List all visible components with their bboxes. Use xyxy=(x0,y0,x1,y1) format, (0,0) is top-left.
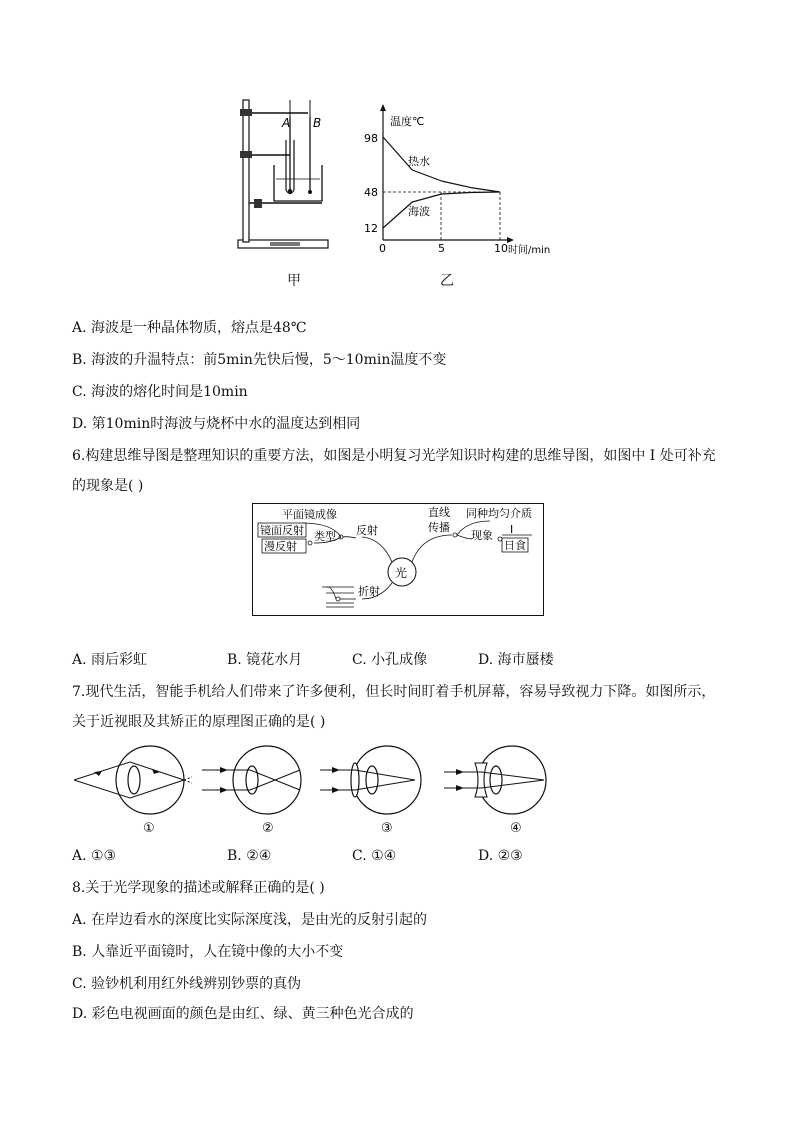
q7-option-c: C. ①④ xyxy=(352,848,397,864)
map-diffuse: 漫反射 xyxy=(264,540,297,553)
x-tick-5: 5 xyxy=(438,242,445,255)
eye-label-2: ② xyxy=(262,821,274,836)
map-specular: 镜面反射 xyxy=(260,524,304,537)
eye-diagram-2 xyxy=(202,746,301,814)
series-line-hypo xyxy=(383,192,500,228)
q6-stem-line2: 的现象是( ) xyxy=(72,478,144,494)
q8-stem: 8.关于光学现象的描述或解释正确的是( ) xyxy=(72,880,325,896)
eye-diagram-1 xyxy=(74,746,192,814)
q6-option-b: B. 镜花水月 xyxy=(227,652,303,668)
q6-option-a: A. 雨后彩虹 xyxy=(72,652,148,668)
q5-option-b: B. 海波的升温特点：前5min先快后慢，5～10min温度不变 xyxy=(72,352,447,368)
q5-option-d: D. 第10min时海波与烧杯中水的温度达到相同 xyxy=(72,416,361,432)
curve-label-hot: 热水 xyxy=(408,155,430,168)
y-tick-12: 12 xyxy=(364,222,378,235)
q8-option-d: D. 彩色电视画面的颜色是由红、绿、黄三种色光合成的 xyxy=(72,1006,414,1022)
map-refraction: 折射 xyxy=(358,585,380,598)
map-propagation: 传播 xyxy=(428,521,450,534)
q7-option-d: D. ②③ xyxy=(478,848,523,864)
map-center: 光 xyxy=(395,566,408,580)
label-a: A xyxy=(282,116,291,130)
caption-left: 甲 xyxy=(287,273,301,289)
q6-option-d: D. 海市蜃楼 xyxy=(478,652,554,668)
map-straight: 直线 xyxy=(428,506,450,519)
apparatus-figure xyxy=(230,95,340,255)
map-reflection: 反射 xyxy=(356,524,378,537)
eye-label-4: ④ xyxy=(510,821,522,836)
caption-right: 乙 xyxy=(440,273,454,289)
q7-stem-line2: 关于近视眼及其矫正的原理图正确的是( ) xyxy=(72,714,326,730)
graph-xlabel: 时间/min xyxy=(508,245,551,256)
map-phenomenon: 现象 xyxy=(471,529,493,542)
q7-option-b: B. ②④ xyxy=(227,848,272,864)
q7-stem-line1: 7.现代生活，智能手机给人们带来了许多便利，但长时间盯着手机屏幕，容易导致视力下降。如图所示， xyxy=(72,684,716,700)
map-type: 类型 xyxy=(314,530,336,543)
q8-option-b: B. 人靠近平面镜时，人在镜中像的大小不变 xyxy=(72,944,344,960)
y-tick-98: 98 xyxy=(364,132,378,145)
map-plane-mirror: 平面镜成像 xyxy=(282,508,337,521)
q5-option-a: A. 海波是一种晶体物质，熔点是48℃ xyxy=(72,320,307,336)
temperature-graph xyxy=(360,100,560,260)
q5-option-c: C. 海波的熔化时间是10min xyxy=(72,384,248,400)
x-tick-0: 0 xyxy=(379,242,386,255)
eye-diagrams xyxy=(72,740,562,840)
map-roman-one: I xyxy=(510,523,514,536)
y-tick-48: 48 xyxy=(364,186,378,199)
map-same-medium: 同种均匀介质 xyxy=(466,507,532,520)
eye-label-3: ③ xyxy=(381,821,393,836)
eye-diagram-4 xyxy=(444,746,546,814)
q7-option-a: A. ①③ xyxy=(72,848,117,864)
eye-label-1: ① xyxy=(143,821,155,836)
eye-diagram-3 xyxy=(320,746,421,814)
series-line-hot-water xyxy=(383,137,500,192)
q6-option-c: C. 小孔成像 xyxy=(352,652,428,668)
mind-map xyxy=(252,503,544,616)
map-eclipse: 日食 xyxy=(504,539,526,552)
q8-option-a: A. 在岸边看水的深度比实际深度浅，是由光的反射引起的 xyxy=(72,912,428,928)
graph-ylabel: 温度℃ xyxy=(390,115,425,128)
x-tick-10: 10 xyxy=(494,242,508,255)
q8-option-c: C. 验钞机利用红外线辨别钞票的真伪 xyxy=(72,976,302,992)
curve-label-wax: 海波 xyxy=(408,205,430,218)
q6-stem-line1: 6.构建思维导图是整理知识的重要方法，如图是小明复习光学知识时构建的思维导图，如图中 I 处可补充 xyxy=(72,448,716,464)
label-b: B xyxy=(313,116,322,130)
